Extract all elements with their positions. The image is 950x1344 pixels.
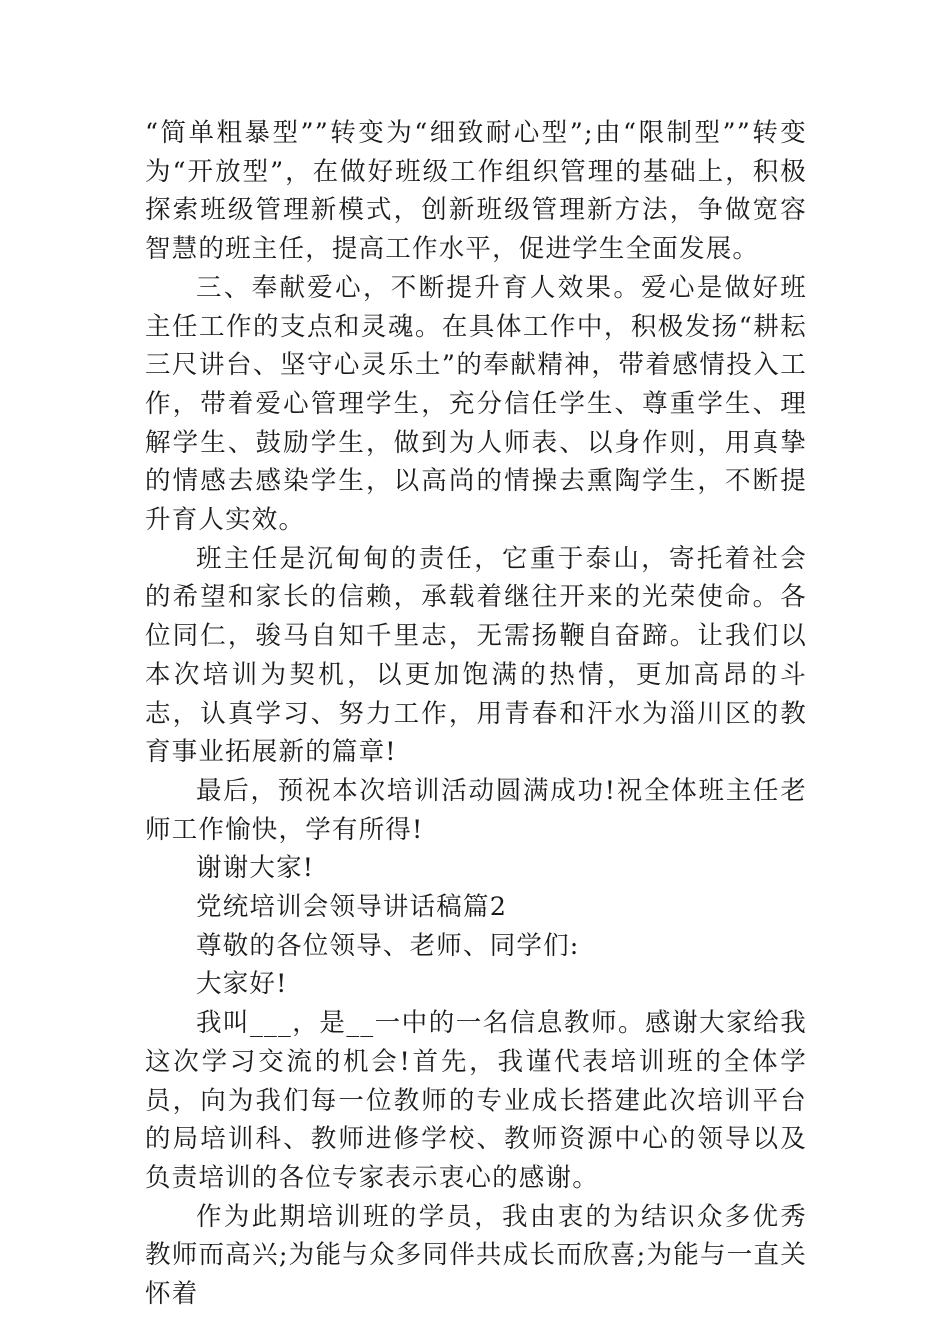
paragraph-5: 我叫___，是__一中的一名信息教师。感谢大家给我这次学习交流的机会!首先，我谨代表培训班的全体学员，向为我们每一位教师的专业成长搭建此次培训平台的局培训科、教师进修学校、教师资源中心的领导以及负责培训的各位专家表示衷心的感谢。: [145, 1008, 807, 1193]
salutation: 尊敬的各位领导、老师、同学们:: [196, 930, 580, 961]
paragraph-thanks: 谢谢大家!: [196, 853, 315, 884]
paragraph-4: 最后，预祝本次培训活动圆满成功!祝全体班主任老师工作愉快，学有所得!: [145, 775, 807, 845]
section-heading: 党统培训会领导讲话稿篇2: [196, 892, 508, 923]
paragraph-1: “简单粗暴型””转变为“细致耐心型”;由“限制型””转变为“开放型”，在做好班级工作组织管理的基础上，积极探索班级管理新模式，创新班级管理新方法，争做宽容智慧的班主任，提高工作水平，促进学生全面发展。: [145, 118, 807, 265]
paragraph-3: 班主任是沉甸甸的责任，它重于泰山，寄托着社会的希望和家长的信赖，承载着继往开来的光荣使命。各位同仁，骏马自知千里志，无需扬鞭自奋蹄。让我们以本次培训为契机，以更加饱满的热情，更加高昂的斗志，认真学习、努力工作，用青春和汗水为淄川区的教育事业拓展新的篇章!: [145, 543, 807, 768]
paragraph-2: 三、奉献爱心，不断提升育人效果。爱心是做好班主任工作的支点和灵魂。在具体工作中，积极发扬“耕耘三尺讲台、坚守心灵乐土”的奉献精神，带着感情投入工作，带着爱心管理学生，充分信任学生、尊重学生、理解学生、鼓励学生，做到为人师表、以身作则，用真挚的情感去感染学生，以高尚的情操去熏陶学生，不断提升育人实效。: [145, 272, 807, 536]
paragraph-6: 作为此期培训班的学员，我由衷的为结识众多优秀教师而高兴;为能与众多同伴共成长而欣喜;为能与一直关怀着: [145, 1201, 807, 1310]
document-body: [145, 114, 807, 1314]
greeting: 大家好!: [196, 969, 288, 1000]
